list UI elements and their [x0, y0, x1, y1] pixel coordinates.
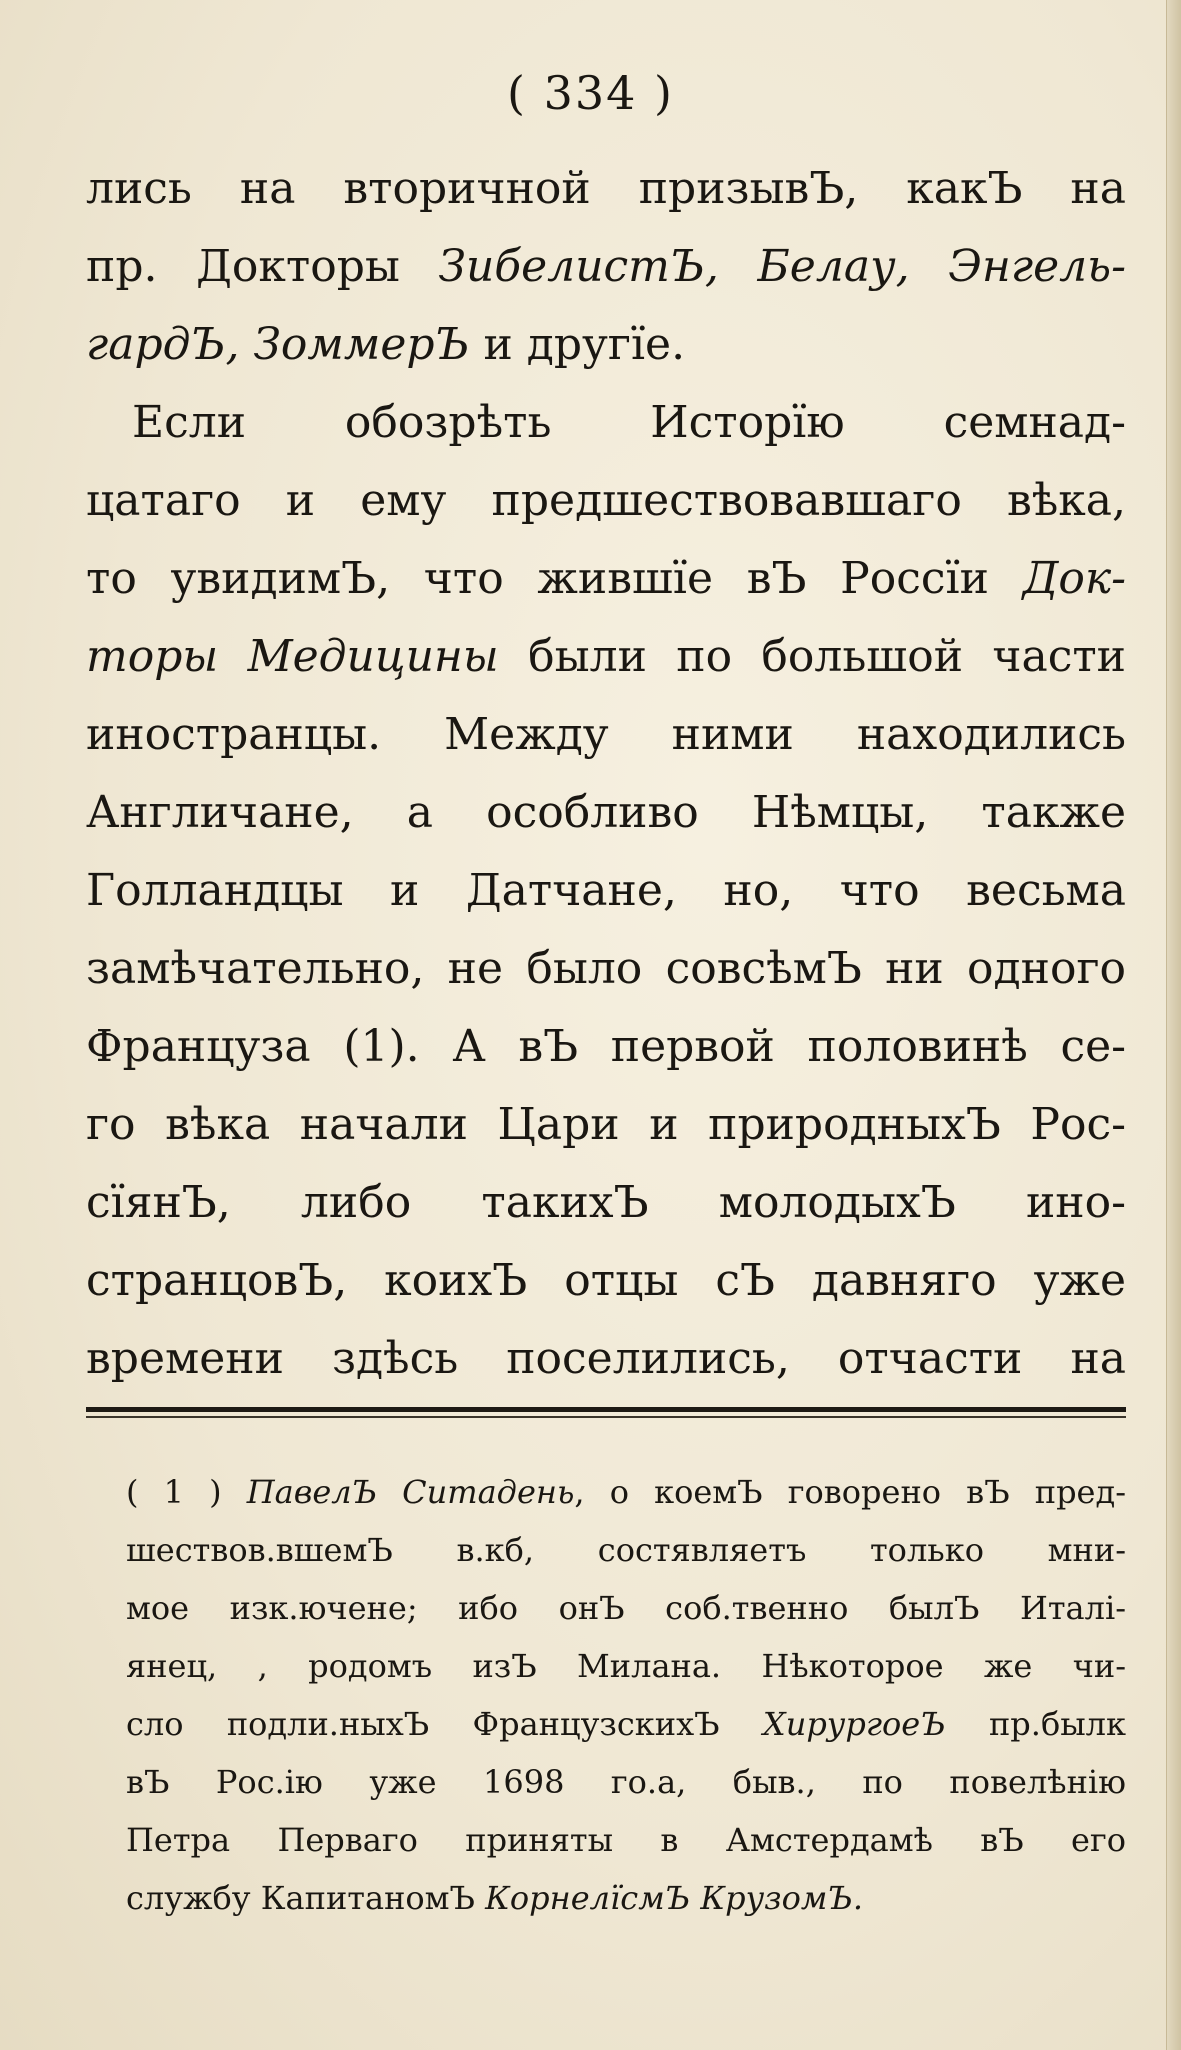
footnote-line	[126, 1463, 1126, 1521]
text-span: , о коемЪ говорено вЪ пред-	[574, 1473, 1126, 1511]
text-line	[86, 150, 1126, 228]
text-span: Если обозрѣть Исторїю семнад-	[132, 397, 1126, 448]
text-span: янец, , родомъ изЪ Милана. Нѣкоторое же чи-	[126, 1647, 1126, 1685]
footnote	[126, 1463, 1126, 1927]
footnote-line	[126, 1695, 1126, 1753]
text-span: то увидимЪ, что жившїе вЪ Россїи	[86, 553, 1023, 604]
italic-term: Док-	[1022, 553, 1126, 604]
text-span: пр. Докторы	[86, 241, 439, 292]
italic-name: ПавелЪ Ситадень	[246, 1473, 575, 1511]
text-span: иностранцы. Между ними находились	[86, 709, 1126, 760]
footnote-line	[126, 1637, 1126, 1695]
italic-names: ЗибелистЪ, Белау, Энгель-	[438, 241, 1126, 292]
paragraph-start	[86, 384, 1126, 462]
text-line	[86, 1086, 1126, 1164]
text-span: странцовЪ, коихЪ отцы сЪ давняго уже	[86, 1255, 1126, 1306]
footnote-divider-thin	[86, 1416, 1126, 1418]
text-span: цатаго и ему предшествовавшаго вѣка,	[86, 475, 1126, 526]
footnote-line	[126, 1521, 1126, 1579]
text-line	[86, 1164, 1126, 1242]
text-line	[86, 1008, 1126, 1086]
text-line	[86, 852, 1126, 930]
text-span: Француза (1). А вЪ первой половинѣ се-	[86, 1021, 1126, 1072]
text-span: пр.былк	[945, 1705, 1126, 1743]
text-line	[86, 1242, 1126, 1320]
footnote-line	[126, 1579, 1126, 1637]
text-span: службу КапитаномЪ	[126, 1879, 486, 1917]
text-span: и другїе.	[469, 319, 686, 370]
text-span: мое изк.ючене; ибо онЪ соб.твенно былЪ Италі-	[126, 1589, 1126, 1627]
text-line	[86, 696, 1126, 774]
page-number: ( 334 )	[507, 66, 674, 120]
text-span: сло подли.ныхЪ ФранцузскихЪ	[126, 1705, 763, 1743]
footnote-marker: ( 1 )	[126, 1473, 247, 1511]
text-line	[86, 306, 1126, 384]
italic-term: ХирургоеЪ	[762, 1705, 946, 1743]
italic-name: КорнелїсмЪ КрузомЪ.	[485, 1879, 863, 1917]
footnote-line	[126, 1811, 1126, 1869]
footnote-line	[126, 1869, 1126, 1927]
footnote-divider	[86, 1407, 1126, 1412]
text-span: Петра Перваго приняты в Амстердамѣ вЪ его	[126, 1821, 1126, 1859]
text-line	[86, 540, 1126, 618]
text-span: шествов.вшемЪ в.кб, состявляетъ только мни-	[126, 1531, 1126, 1569]
text-line	[86, 228, 1126, 306]
italic-names: гардЪ, ЗоммерЪ	[86, 319, 470, 370]
text-span: замѣчательно, не было совсѣмЪ ни одного	[86, 943, 1126, 994]
text-span: вЪ Рос.ію уже 1698 го.а, быв., по повелѣнію	[126, 1763, 1126, 1801]
text-span: были по большой части	[498, 631, 1126, 682]
text-span: сїянЪ, либо такихЪ молодыхЪ ино-	[86, 1177, 1126, 1228]
text-line	[86, 462, 1126, 540]
text-line	[86, 618, 1126, 696]
text-span: го вѣка начали Цари и природныхЪ Рос-	[86, 1099, 1126, 1150]
italic-term: торы Медицины	[86, 631, 499, 682]
text-line	[86, 930, 1126, 1008]
text-line	[86, 1320, 1126, 1398]
main-text	[86, 150, 1126, 1398]
footnote-line	[126, 1753, 1126, 1811]
text-span: времени здѣсь поселились, отчасти на	[86, 1333, 1126, 1384]
text-line	[86, 774, 1126, 852]
text-span: Голландцы и Датчане, но, что весьма	[86, 865, 1126, 916]
text-span: лись на вторичной призывЪ, какЪ на	[86, 163, 1126, 214]
page-edge	[1166, 0, 1181, 2050]
text-span: Англичане, а особливо Нѣмцы, также	[86, 787, 1126, 838]
